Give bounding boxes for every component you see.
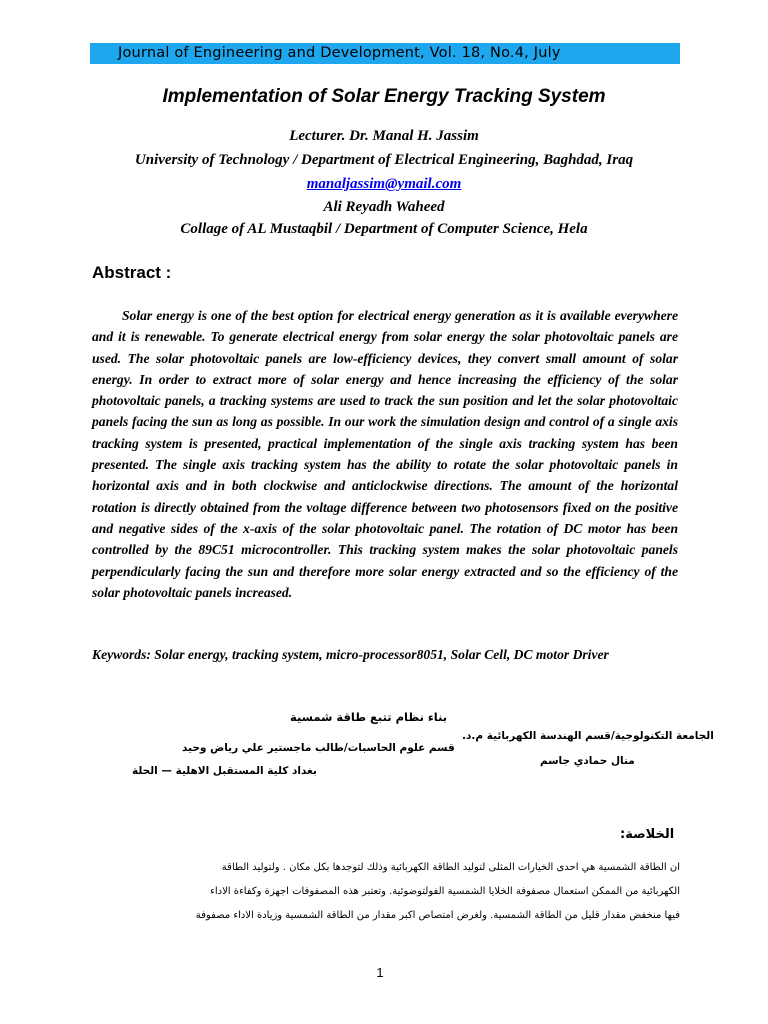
arabic-abstract-heading: الخلاصة: [620,827,675,842]
abstract-body: Solar energy is one of the best option for electrical energy generation as it is available everywhere and it is renewable. To generate electrical energy from solar energy the solar photovoltaic panels are used. The solar photovoltaic panels are low-efficiency devices, they convert small amount of solar energy. In order to extract more of solar energy and hence increasing the efficiency of the solar photovoltaic panels, a tracking systems are used to track the sun position and let the solar photovoltaic panels facing the sun as long as possible. In our work the simulation design and control of a single axis tracking system is presented, practical implementation of the single axis tracking system has been presented. The single axis tracking system has the ability to rotate the solar photovoltaic panels in horizontal axis and in both clockwise and anticlockwise directions. The amount of the horizontal rotation is directly obtained from the voltage difference between two photosensors fixed on the positive and negative sides of the x-axis of the solar photovoltaic panel. The rotation of DC motor has been controlled by the 89C51 microcontroller. This tracking system makes the solar photovoltaic panels perpendicularly facing the sun and therefore more solar energy extracted and so the efficiency of the solar photovoltaic panels increased. [92,308,678,600]
affiliation-2: Collage of AL Mustaqbil / Department of Computer Science, Hela [180,221,588,237]
arabic-abstract-line-2: الكهربائية من الممكن استعمال مصفوفة الخلايا الشمسية الفولتوضوئية. وتعتبر هذه المصفوفات اجهزة وكفاءة الاداء [210,886,680,897]
arabic-author-right-1: الجامعة التكنولوجية/قسم الهندسة الكهربائية م.د. [462,730,714,742]
page-number: 1 [376,965,384,980]
arabic-abstract-line-3: فيها منخفض مقدار قليل من الطاقة الشمسية. ولغرض امتصاص اكبر مقدار من الطاقة الشمسية وزيادة الاداء مصفوفة [195,910,680,921]
arabic-author-left-2: بغداد كلية المستقبل الاهلية — الحلة [132,765,317,777]
arabic-title: بناء نظام تتبع طاقة شمسية [290,710,448,724]
author-1: Lecturer. Dr. Manal H. Jassim [289,128,479,144]
paper-title: Implementation of Solar Energy Tracking System [162,86,606,107]
affiliation-1: University of Technology / Department of Electrical Engineering, Baghdad, Iraq [134,152,634,168]
keywords: Keywords: Solar energy, tracking system, micro-processor8051, Solar Cell, DC motor Driver [92,647,609,662]
author-email[interactable] [0,176,768,193]
author-2: Ali Reyadh Waheed [323,199,445,215]
arabic-abstract-line-1: ان الطاقة الشمسية هي احدى الخيارات المثلى لتوليد الطاقة الكهربائية وذلك لتوجدها بكل مكان . ولتوليد الطاقة [221,862,680,873]
arabic-author-left-1: قسم علوم الحاسبات/طالب ماجستير علي رياض وحيد [182,742,455,754]
abstract-heading: Abstract : [92,263,172,282]
journal-header: Journal of Engineering and Development, Vol. 18, No.4, July [118,45,561,61]
email-link[interactable]: manaljassim@ymail.com [306,176,462,192]
header-rule [646,62,680,63]
arabic-author-right-2: منال حمادي جاسم [540,755,635,767]
